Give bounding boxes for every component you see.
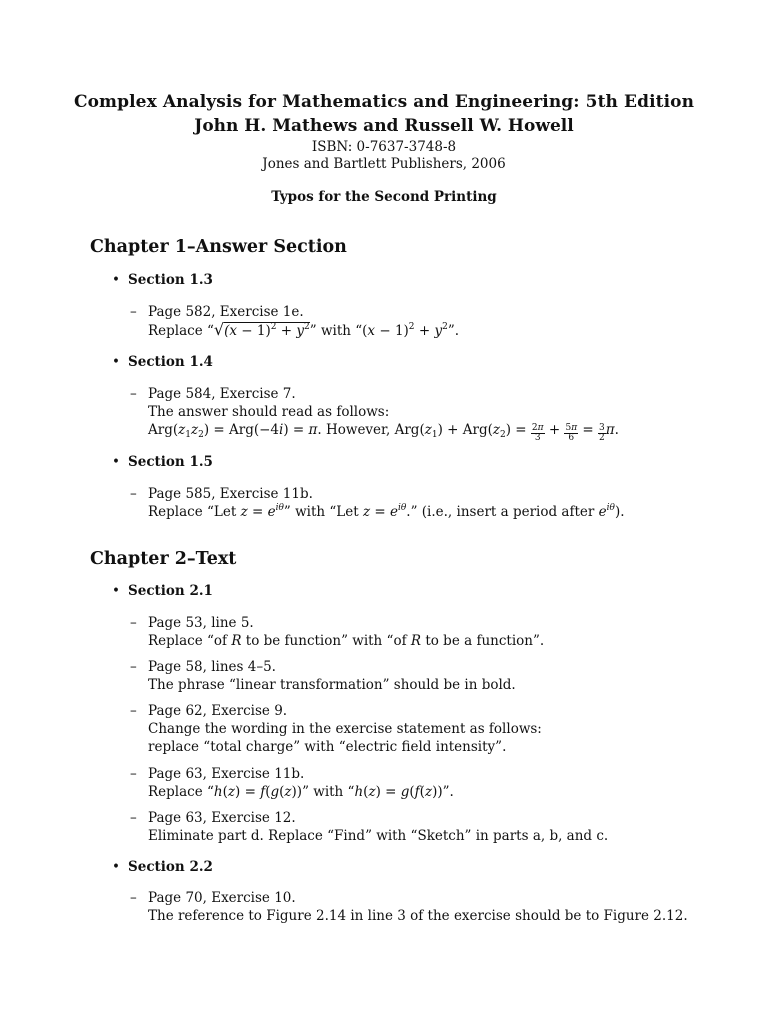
list-item: – Page 584, Exercise 7. The answer should read as follows: $Arg(z_1z_2) = Arg(-4i) = \pi$. However, $Arg(z_1) + Arg(z_2)$ = $\frac{2\pi}{3}$ + $\frac{5\pi}{6}$ = $\frac{3}{2}$ π. (130, 386, 619, 443)
item-text: Change the wording in the exercise statement as follows: (148, 721, 542, 737)
section-heading: • Section 2.2 (112, 859, 213, 875)
bullet-icon: • (112, 859, 120, 875)
bullet-icon: • (112, 272, 120, 288)
item-reference: Page 63, Exercise 12. (148, 810, 296, 826)
bullet-icon: • (112, 583, 120, 599)
section-heading: • Section 1.4 (112, 354, 213, 370)
list-item: – Page 63, Exercise 12. Eliminate part d. Replace “Find” with “Sketch” in parts a, b, and c. (130, 810, 609, 844)
item-text: Replace “$√(x - 1)^2 + y^2$” with “$(x - 1)^2 + y^2$”. (148, 320, 460, 339)
list-item: – Page 53, line 5. Replace “of R to be function” with “of R to be a function”. (130, 615, 545, 649)
list-item: – Page 585, Exercise 11b. Replace “Let $z = e^{i\theta}$” with “Let $z = e^{i\theta}$.” (i.e., insert a period after $e^{i\theta}$). (130, 486, 625, 520)
item-text: Replace “Let $z = e^{i\theta}$” with “Let $z = e^{i\theta}$.” (i.e., insert a period after $e^{i\theta}$). (148, 503, 625, 520)
document-isbn: ISBN: 0-7637-3748-8 (311, 139, 457, 155)
document-subtitle: Typos for the Second Printing (271, 189, 497, 205)
list-item: – Page 62, Exercise 9. Change the wording in the exercise statement as follows: replace “total charge” with “electric field intensity”. (130, 703, 542, 755)
item-text: replace “total charge” with “electric field intensity”. (148, 739, 507, 755)
section-heading: • Section 2.1 (112, 583, 213, 599)
list-item: – Page 58, lines 4–5. The phrase “linear transformation” should be in bold. (130, 659, 516, 693)
item-reference: Page 53, line 5. (148, 615, 254, 631)
item-text: The answer should read as follows: (148, 404, 390, 420)
item-reference: Page 582, Exercise 1e. (148, 304, 304, 320)
item-text-math: $Arg(z_1z_2) = Arg(-4i) = \pi$. However, $Arg(z_1) + Arg(z_2)$ = $\frac{2\pi}{3}$ + $\frac{5\pi}{6}$ = $\frac{3}{2}$ π. (148, 422, 619, 443)
chapter-heading: Chapter 2–Text (90, 549, 237, 569)
document-title: Complex Analysis for Mathematics and Engineering: 5th Edition (73, 92, 695, 112)
section-heading: • Section 1.3 (112, 272, 213, 288)
item-reference: Page 584, Exercise 7. (148, 386, 296, 402)
item-reference: Page 63, Exercise 11b. (148, 766, 305, 782)
item-reference: Page 70, Exercise 10. (148, 890, 296, 906)
document-publisher: Jones and Bartlett Publishers, 2006 (262, 156, 506, 172)
item-reference: Page 585, Exercise 11b. (148, 486, 313, 502)
item-text: Replace “h(z) = f(g(z))” with “h(z) = g(f(z))”. (148, 784, 454, 800)
item-text: The reference to Figure 2.14 in line 3 of the exercise should be to Figure 2.12. (148, 908, 688, 924)
document-authors: John H. Mathews and Russell W. Howell (194, 116, 574, 136)
list-item: – Page 70, Exercise 10. The reference to Figure 2.14 in line 3 of the exercise should be to Figure 2.12. (130, 890, 688, 924)
bullet-icon: • (112, 454, 120, 470)
item-reference: Page 58, lines 4–5. (148, 659, 276, 675)
item-text: Eliminate part d. Replace “Find” with “Sketch” in parts a, b, and c. (148, 828, 609, 844)
item-text: Replace “of R to be function” with “of R to be a function”. (148, 633, 545, 649)
item-text: The phrase “linear transformation” should be in bold. (148, 677, 516, 693)
list-item: – Page 582, Exercise 1e. Replace “$√(x - 1)^2 + y^2$” with “$(x - 1)^2 + y^2$”. (130, 304, 460, 339)
section-heading: • Section 1.5 (112, 454, 213, 470)
item-reference: Page 62, Exercise 9. (148, 703, 288, 719)
chapter-heading: Chapter 1–Answer Section (90, 237, 347, 257)
bullet-icon: • (112, 354, 120, 370)
list-item: – Page 63, Exercise 11b. Replace “h(z) = f(g(z))” with “h(z) = g(f(z))”. (130, 766, 454, 800)
